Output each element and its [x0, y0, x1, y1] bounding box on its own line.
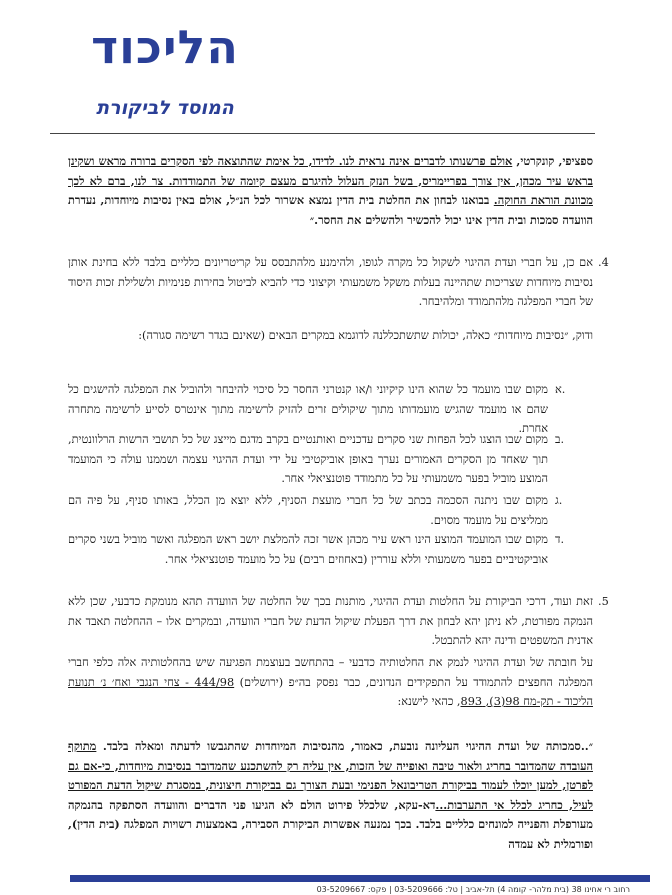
intro-part-c: בבואנו לבחון את החלטת בית הדין נמצא אשרור לכל הנ״ל, אולם באין נסיבות מיוחדות, נעדרת הוועדה סמכות ובית הדין אינו יכול להכשיר ולהשלים את החסר.״ [68, 193, 593, 227]
section-4-text2: ודוק, ״נסיבות מיוחדות״ כאלה, יכולות שתשתכללנה לדוגמא במקרים הבאים (שאינם בגדר רשימה סגורה): [138, 329, 593, 342]
item-c-letter: ג. [555, 494, 563, 507]
quote-part-c: דא-עקא, שלכלל פירוט הולם לא הגיעו פני הדברים והוועדה הסתפקה בהנמקה מעורפלת והפנייה למונחים כלליים בלבד. בכך נמנעה אפשרות הביקורת הסבירה, באמצעות רשויות המפלגה (בית הדין), ופורמלית לא עמדה [68, 797, 593, 851]
item-a-text: מקום שבו מועמד כל שהוא הינו קיקיוני ו/או קנטרני החסר כל סיכוי להיבחר ולהוביל את המפלגה להישגים כל שהם או מועמד שהגיש מועמדותו מתוך שיקולים זרים להזיק לרשימה מתוך אינטרס לסייע לרשימה מתחרה אחרת. [68, 383, 548, 435]
item-d-text: מקום שבו המועמד המוצע הינו ראש עיר מכהן אשר זכה להמלצת יושב ראש המפלגה ואשר מוביל בשני סקרים אוביקטיביים בפער משמעותי וללא עוררין (באחוזים רבים) על כל מועמד פוטנציאלי אחר. [68, 533, 548, 566]
quote-part-b: מתוקף העובדה שהמדובר בחריג ולאור טיבה ואופייה של הזכות, אין עליה רק להשתכנע שהמדובר בנסיבות מיוחדות, כי-אם גם לפרטן, למען יוכלו לעמוד בביקורת הטריבונאל הפנימי ובעת הצורך גם בביקורת חיצונית, במסגרת שיקול הדעת המפורט לעיל, כחריג לכלל אי התערבות... [68, 739, 593, 812]
section-5-text2-a: על חובתה של ועדת ההיגוי לנמק את החלטותיה כדבעי – בהתחשב בעוצמת הפגיעה שיש בהחלטותיה אלה כלפי חברי המפלגה החפצים להתמודד על התפקידים הנדונים, כבר נפסק בה״פ (ירושלים) [68, 656, 593, 689]
page-subtitle: המוסד לביקורת [96, 97, 234, 119]
item-d-letter: ד. [555, 533, 565, 546]
item-b-text: מקום שבו הוצגו לכל הפחות שני סקרים עדכניים ואותנטיים בקרב מדגם מייצג של כל תושבי הרשות הרלוונטית, תוך שאחד מן הסקרים האמורים נערך באופן אוביקטיבי על ידי ועדת ההיגוי עצמה ושממנו עולה כי המועמד המוצע מוביל בפער משמעותי על כל מתמודד פוטנציאלי אחר. [68, 433, 548, 485]
likud-logo [70, 22, 260, 72]
header-rule [50, 133, 595, 134]
section-4-text: אם כן, על חברי ועדת ההיגוי לשקול כל מקרה לגופו, ולהימנע מלהתבסס על קריטריונים כלליים בלבד ללא בחינת אותן נסיבות מיוחדות שצריכות שתהיינה בעלות משקל משמעותי וקיצוני כדי להביא לביטול בחירות פנימיות ולשלילת זכות היסוד של חברי המפלגה מלהתמודד ומלהיבחר. [68, 256, 593, 308]
quote-part-a: ״..סמכותה של ועדת ההיגוי העליונה נובעת, כאמור, מהנסיבות המיוחדות שהתגבשו לדעתה ומאלה בלבד. [96, 739, 593, 753]
section-5-number: .5 [598, 595, 609, 608]
section-5-text2 [68, 653, 593, 712]
court-reference: 444/98 - צחי הנגבי ואח׳ נ׳ תנועת הליכוד - תק-מח 98(3), 893 [68, 675, 593, 708]
footer-address: רחוב רי אחינו 38 (בית מלהר- קומה 4) תל-אביב | טל: 03-5209666 | פקס: 03-5209667 [316, 885, 630, 894]
intro-part-b: אולם פרשנותו לדברים אינה נראית לנו. לדידו, כל אימת שהתוצאה לפי הסקרים ברורה מראש ושקינן בראש עיר מכהן, אין צורך בפריימריס, בשל הנזק העלול להיגרם מעצם קיומה של התמודדות. צר לנו, ברם לא לכך מכוונת הוראת החוקה. [68, 154, 593, 207]
item-b-letter: ב. [555, 433, 565, 446]
section-5-text: זאת ועוד, דרכי הביקורת על החלטות ועדת ההיגוי, מותנות בכך של החלטה של הוועדה תהא מנומקת כדבעי, שכן ללא הנמקה מפורטת, לא ניתן יהא לבחון את דרך הפעלת שיקול הדעת של חברי הוועדה, ובמקרים אלו – ההחלטה תאבד את אדנית המשפטים ודינה יהא להתבטל. [68, 595, 593, 647]
intro-part-a: ספציפי, קונקרטי, [512, 154, 593, 168]
item-c-text: מקום שבו ניתנה הסכמה בכתב של כל חברי מועצת הסניף, ללא יוצא מן הכלל, באותו סניף, על פיה הם ממליצים על מועמד מסוים. [68, 494, 548, 527]
section-5-text2-b: , כהאי לישנא: [397, 695, 461, 708]
item-a-letter: א. [555, 383, 566, 396]
logo-text: הליכוד [91, 20, 239, 74]
court-quote [68, 737, 593, 854]
footer-bar [70, 875, 650, 882]
intro-quote [68, 152, 593, 230]
section-4-number: .4 [598, 256, 609, 269]
